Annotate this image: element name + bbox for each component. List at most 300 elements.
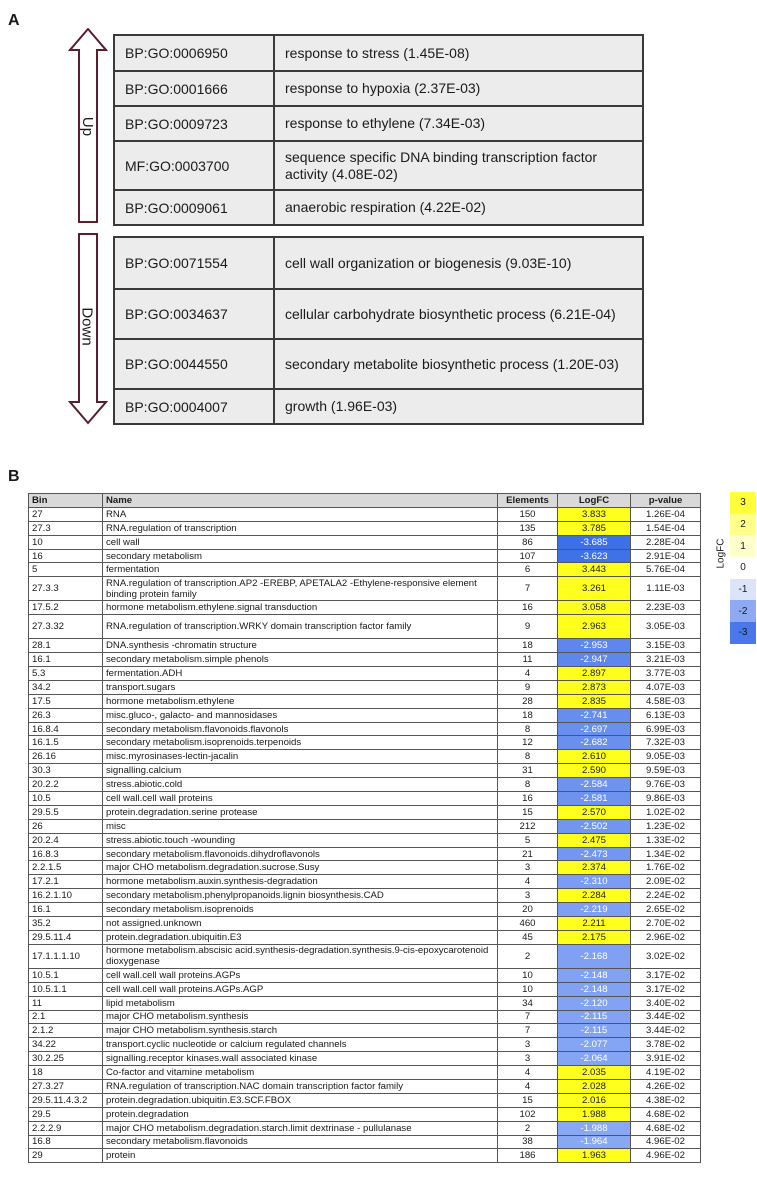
bin-cell: 5.3 [29, 667, 103, 681]
pvalue-cell: 4.38E-02 [631, 1093, 701, 1107]
name-cell: major CHO metabolism.degradation.starch.limit dextrinase - pullulanase [103, 1121, 498, 1135]
logfc-cell: -2.148 [558, 968, 631, 982]
bin-cell: 16.2.1.10 [29, 889, 103, 903]
pvalue-cell: 3.15E-03 [631, 639, 701, 653]
table-row [29, 1107, 701, 1121]
logfc-cell: -2.502 [558, 819, 631, 833]
bin-cell: 28.1 [29, 639, 103, 653]
name-cell: RNA.regulation of transcription [103, 521, 498, 535]
logfc-cell: 2.475 [558, 833, 631, 847]
pvalue-cell: 3.40E-02 [631, 996, 701, 1010]
legend-swatch: 3 [730, 492, 756, 514]
elements-cell: 5 [498, 833, 558, 847]
bin-cell: 27.3 [29, 521, 103, 535]
pvalue-cell: 1.34E-02 [631, 847, 701, 861]
table-row [29, 778, 701, 792]
logfc-cell: 2.016 [558, 1093, 631, 1107]
logfc-cell: -2.953 [558, 639, 631, 653]
bin-cell: 16.8 [29, 1135, 103, 1149]
name-cell: stress.abiotic.cold [103, 778, 498, 792]
pvalue-cell: 4.58E-03 [631, 694, 701, 708]
bin-cell: 26.3 [29, 708, 103, 722]
name-cell: secondary metabolism.simple phenols [103, 653, 498, 667]
panel-a-label: A [8, 12, 20, 29]
table-row [29, 521, 701, 535]
go-row [115, 340, 642, 390]
name-cell: secondary metabolism.isoprenoids.terpenoids [103, 736, 498, 750]
name-cell: stress.abiotic.touch -wounding [103, 833, 498, 847]
table-row [29, 861, 701, 875]
logfc-cell: -2.064 [558, 1052, 631, 1066]
table-row [29, 549, 701, 563]
bin-cell: 11 [29, 996, 103, 1010]
elements-cell: 7 [498, 577, 558, 601]
name-cell: protein.degradation.serine protease [103, 805, 498, 819]
table-row [29, 833, 701, 847]
elements-cell: 8 [498, 750, 558, 764]
elements-cell: 16 [498, 792, 558, 806]
table-row [29, 1093, 701, 1107]
elements-cell: 34 [498, 996, 558, 1010]
name-cell: misc.myrosinases-lectin-jacalin [103, 750, 498, 764]
elements-cell: 9 [498, 615, 558, 639]
bin-cell: 20.2.4 [29, 833, 103, 847]
table-row [29, 792, 701, 806]
name-cell: Co-factor and vitamine metabolism [103, 1066, 498, 1080]
header-bin: Bin [29, 494, 103, 508]
name-cell: secondary metabolism.isoprenoids [103, 903, 498, 917]
elements-cell: 4 [498, 667, 558, 681]
pvalue-cell: 3.05E-03 [631, 615, 701, 639]
elements-cell: 11 [498, 653, 558, 667]
pvalue-cell: 6.13E-03 [631, 708, 701, 722]
name-cell: signalling.calcium [103, 764, 498, 778]
logfc-cell: 1.963 [558, 1149, 631, 1163]
up-label: Up [79, 116, 97, 137]
bin-cell: 16.8.4 [29, 722, 103, 736]
bin-cell: 10.5.1.1 [29, 982, 103, 996]
logfc-cell: -3.623 [558, 549, 631, 563]
logfc-cell: -2.148 [558, 982, 631, 996]
logfc-cell: 2.963 [558, 615, 631, 639]
bin-cell: 27 [29, 507, 103, 521]
table-row [29, 563, 701, 577]
table-row [29, 1010, 701, 1024]
logfc-cell: 3.443 [558, 563, 631, 577]
bin-cell: 2.2.1.5 [29, 861, 103, 875]
header-elements: Elements [498, 494, 558, 508]
legend-swatch: -2 [730, 600, 756, 622]
pvalue-cell: 3.44E-02 [631, 1024, 701, 1038]
pvalue-cell: 9.05E-03 [631, 750, 701, 764]
elements-cell: 15 [498, 1093, 558, 1107]
elements-cell: 10 [498, 968, 558, 982]
pvalue-cell: 2.23E-03 [631, 601, 701, 615]
elements-cell: 7 [498, 1024, 558, 1038]
logfc-cell: 3.785 [558, 521, 631, 535]
table-row [29, 944, 701, 968]
pvalue-cell: 6.99E-03 [631, 722, 701, 736]
elements-cell: 28 [498, 694, 558, 708]
bin-cell: 10.5 [29, 792, 103, 806]
logfc-cell: -2.473 [558, 847, 631, 861]
table-row [29, 535, 701, 549]
logfc-cell: 2.175 [558, 930, 631, 944]
logfc-cell: -2.115 [558, 1024, 631, 1038]
pvalue-cell: 2.96E-02 [631, 930, 701, 944]
elements-cell: 3 [498, 1052, 558, 1066]
go-id: BP:GO:0044550 [115, 340, 275, 388]
bin-cell: 27.3.27 [29, 1079, 103, 1093]
logfc-cell: -2.581 [558, 792, 631, 806]
table-row [29, 577, 701, 601]
legend-swatch: -1 [730, 579, 756, 601]
name-cell: lipid metabolism [103, 996, 498, 1010]
name-cell: major CHO metabolism.synthesis [103, 1010, 498, 1024]
go-row [115, 290, 642, 340]
go-id: BP:GO:0009723 [115, 107, 275, 140]
logfc-cell: -2.077 [558, 1038, 631, 1052]
pvalue-cell: 4.26E-02 [631, 1079, 701, 1093]
legend-swatch: 1 [730, 535, 756, 557]
down-go-table [113, 236, 644, 425]
up-go-table [113, 34, 644, 226]
name-cell: protein.degradation.ubiquitin.E3 [103, 930, 498, 944]
logfc-cell: -2.115 [558, 1010, 631, 1024]
pvalue-cell: 3.77E-03 [631, 667, 701, 681]
go-row [115, 142, 642, 191]
logfc-cell: 2.028 [558, 1079, 631, 1093]
go-description: response to stress (1.45E-08) [285, 44, 470, 61]
legend-swatch: 0 [730, 557, 756, 579]
bin-cell: 16.1.5 [29, 736, 103, 750]
go-description: growth (1.96E-03) [285, 398, 398, 414]
logfc-cell: 2.873 [558, 680, 631, 694]
go-id: BP:GO:0006950 [115, 36, 275, 70]
table-row [29, 903, 701, 917]
elements-cell: 21 [498, 847, 558, 861]
table-row [29, 639, 701, 653]
table-row [29, 680, 701, 694]
elements-cell: 8 [498, 778, 558, 792]
elements-cell: 212 [498, 819, 558, 833]
name-cell: cell wall [103, 535, 498, 549]
name-cell: protein [103, 1149, 498, 1163]
table-row [29, 875, 701, 889]
pvalue-cell: 1.76E-02 [631, 861, 701, 875]
name-cell: fermentation [103, 563, 498, 577]
elements-cell: 8 [498, 722, 558, 736]
go-description: anaerobic respiration (4.22E-02) [285, 199, 486, 215]
go-description: secondary metabolite biosynthetic process (1.20E-03) [285, 355, 619, 372]
bin-cell: 20.2.2 [29, 778, 103, 792]
table-row [29, 507, 701, 521]
pvalue-cell: 3.02E-02 [631, 944, 701, 968]
elements-cell: 9 [498, 680, 558, 694]
bin-cell: 29.5 [29, 1107, 103, 1121]
bin-cell: 26 [29, 819, 103, 833]
go-id: BP:GO:0034637 [115, 290, 275, 338]
pvalue-cell: 3.44E-02 [631, 1010, 701, 1024]
name-cell: RNA [103, 507, 498, 521]
name-cell: transport.cyclic nucleotide or calcium regulated channels [103, 1038, 498, 1052]
pvalue-cell: 2.70E-02 [631, 917, 701, 931]
name-cell: cell wall.cell wall proteins [103, 792, 498, 806]
table-row [29, 601, 701, 615]
logfc-cell: -2.310 [558, 875, 631, 889]
logfc-cell: 2.897 [558, 667, 631, 681]
table-row [29, 736, 701, 750]
elements-cell: 4 [498, 875, 558, 889]
logfc-cell: -1.964 [558, 1135, 631, 1149]
name-cell: RNA.regulation of transcription.AP2 -EREBP, APETALA2 -Ethylene-responsive element binding protein family [103, 577, 498, 601]
table-row [29, 1066, 701, 1080]
elements-cell: 12 [498, 736, 558, 750]
elements-cell: 186 [498, 1149, 558, 1163]
logfc-cell: -2.168 [558, 944, 631, 968]
go-id: BP:GO:0004007 [115, 390, 275, 423]
pvalue-cell: 1.33E-02 [631, 833, 701, 847]
table-row [29, 982, 701, 996]
name-cell: secondary metabolism.flavonoids.flavonols [103, 722, 498, 736]
elements-cell: 38 [498, 1135, 558, 1149]
logfc-cell: 2.284 [558, 889, 631, 903]
elements-cell: 135 [498, 521, 558, 535]
logfc-cell: -2.120 [558, 996, 631, 1010]
logfc-cell: 2.570 [558, 805, 631, 819]
bin-cell: 5 [29, 563, 103, 577]
go-id: BP:GO:0071554 [115, 238, 275, 288]
table-row [29, 764, 701, 778]
elements-cell: 18 [498, 708, 558, 722]
bin-cell: 2.1.2 [29, 1024, 103, 1038]
elements-cell: 150 [498, 507, 558, 521]
logfc-cell: -2.947 [558, 653, 631, 667]
name-cell: transport.sugars [103, 680, 498, 694]
bin-cell: 2.1 [29, 1010, 103, 1024]
logfc-cell: 1.988 [558, 1107, 631, 1121]
elements-cell: 2 [498, 1121, 558, 1135]
name-cell: secondary metabolism.flavonoids [103, 1135, 498, 1149]
elements-cell: 6 [498, 563, 558, 577]
pvalue-cell: 4.07E-03 [631, 680, 701, 694]
name-cell: not assigned.unknown [103, 917, 498, 931]
name-cell: cell wall.cell wall proteins.AGPs [103, 968, 498, 982]
bin-cell: 17.1.1.1.10 [29, 944, 103, 968]
legend-title: LogFC [715, 538, 727, 569]
name-cell: major CHO metabolism.degradation.sucrose.Susy [103, 861, 498, 875]
pvalue-cell: 2.28E-04 [631, 535, 701, 549]
elements-cell: 2 [498, 944, 558, 968]
name-cell: protein.degradation [103, 1107, 498, 1121]
name-cell: RNA.regulation of transcription.WRKY domain transcription factor family [103, 615, 498, 639]
table-row [29, 847, 701, 861]
bin-cell: 29.5.11.4.3.2 [29, 1093, 103, 1107]
elements-cell: 3 [498, 1038, 558, 1052]
name-cell: cell wall.cell wall proteins.AGPs.AGP [103, 982, 498, 996]
table-row [29, 819, 701, 833]
bin-cell: 30.3 [29, 764, 103, 778]
logfc-cell: 2.835 [558, 694, 631, 708]
elements-cell: 31 [498, 764, 558, 778]
pvalue-cell: 4.68E-02 [631, 1121, 701, 1135]
pvalue-cell: 2.24E-02 [631, 889, 701, 903]
go-description: response to ethylene (7.34E-03) [285, 115, 486, 131]
go-row [115, 72, 642, 107]
name-cell: hormone metabolism.ethylene [103, 694, 498, 708]
header-name: Name [103, 494, 498, 508]
name-cell: secondary metabolism [103, 549, 498, 563]
legend-swatch: 2 [730, 514, 756, 536]
elements-cell: 3 [498, 889, 558, 903]
bin-cell: 35.2 [29, 917, 103, 931]
bin-cell: 10 [29, 535, 103, 549]
table-row [29, 653, 701, 667]
bin-cell: 16.8.3 [29, 847, 103, 861]
pvalue-cell: 2.65E-02 [631, 903, 701, 917]
go-id: BP:GO:0001666 [115, 72, 275, 105]
panel-b-label: B [8, 468, 20, 485]
table-row [29, 996, 701, 1010]
go-row [115, 390, 642, 423]
elements-cell: 20 [498, 903, 558, 917]
table-row [29, 968, 701, 982]
table-row [29, 1079, 701, 1093]
go-description: response to hypoxia (2.37E-03) [285, 80, 481, 96]
go-id: MF:GO:0003700 [115, 142, 275, 189]
elements-cell: 7 [498, 1010, 558, 1024]
pvalue-cell: 9.86E-03 [631, 792, 701, 806]
logfc-cell: 3.058 [558, 601, 631, 615]
logfc-cell: 2.590 [558, 764, 631, 778]
name-cell: misc [103, 819, 498, 833]
elements-cell: 18 [498, 639, 558, 653]
elements-cell: 15 [498, 805, 558, 819]
bin-cell: 29.5.11.4 [29, 930, 103, 944]
table-row [29, 1024, 701, 1038]
header-pvalue: p-value [631, 494, 701, 508]
name-cell: secondary metabolism.flavonoids.dihydroflavonols [103, 847, 498, 861]
elements-cell: 4 [498, 1066, 558, 1080]
name-cell: fermentation.ADH [103, 667, 498, 681]
bin-cell: 16.1 [29, 653, 103, 667]
elements-cell: 16 [498, 601, 558, 615]
elements-cell: 460 [498, 917, 558, 931]
name-cell: protein.degradation.ubiquitin.E3.SCF.FBOX [103, 1093, 498, 1107]
logfc-cell: 3.833 [558, 507, 631, 521]
bin-cell: 27.3.32 [29, 615, 103, 639]
pvalue-cell: 2.91E-04 [631, 549, 701, 563]
pvalue-cell: 4.68E-02 [631, 1107, 701, 1121]
go-description: cell wall organization or biogenesis (9.03E-10) [285, 254, 572, 271]
legend-swatch: -3 [730, 622, 756, 644]
pvalue-cell: 3.17E-02 [631, 968, 701, 982]
name-cell: RNA.regulation of transcription.NAC domain transcription factor family [103, 1079, 498, 1093]
name-cell: secondary metabolism.phenylpropanoids.lignin biosynthesis.CAD [103, 889, 498, 903]
table-row [29, 667, 701, 681]
pvalue-cell: 4.96E-02 [631, 1135, 701, 1149]
elements-cell: 102 [498, 1107, 558, 1121]
bin-cell: 27.3.3 [29, 577, 103, 601]
bin-cell: 30.2.25 [29, 1052, 103, 1066]
pvalue-cell: 3.17E-02 [631, 982, 701, 996]
table-row [29, 889, 701, 903]
logfc-cell: -2.219 [558, 903, 631, 917]
bin-cell: 29.5.5 [29, 805, 103, 819]
table-row [29, 930, 701, 944]
pvalue-cell: 1.54E-04 [631, 521, 701, 535]
logfc-cell: 2.211 [558, 917, 631, 931]
bin-cell: 29 [29, 1149, 103, 1163]
elements-cell: 4 [498, 1079, 558, 1093]
mapman-bin-table [28, 493, 701, 1163]
elements-cell: 3 [498, 861, 558, 875]
table-row [29, 1038, 701, 1052]
name-cell: hormone metabolism.abscisic acid.synthesis-degradation.synthesis.9-cis-epoxycarotenoid dioxygenase [103, 944, 498, 968]
elements-cell: 10 [498, 982, 558, 996]
table-row [29, 615, 701, 639]
bin-cell: 16.1 [29, 903, 103, 917]
pvalue-cell: 1.26E-04 [631, 507, 701, 521]
name-cell: signalling.receptor kinases.wall associated kinase [103, 1052, 498, 1066]
bin-cell: 34.22 [29, 1038, 103, 1052]
logfc-legend [730, 492, 756, 644]
go-id: BP:GO:0009061 [115, 191, 275, 224]
bin-cell: 10.5.1 [29, 968, 103, 982]
go-row [115, 107, 642, 142]
table-row [29, 805, 701, 819]
go-row [115, 36, 642, 72]
elements-cell: 107 [498, 549, 558, 563]
table-row [29, 750, 701, 764]
go-description: sequence specific DNA binding transcription factor activity (4.08E-02) [285, 148, 598, 182]
pvalue-cell: 4.19E-02 [631, 1066, 701, 1080]
bin-cell: 17.5.2 [29, 601, 103, 615]
logfc-cell: -2.682 [558, 736, 631, 750]
pvalue-cell: 9.59E-03 [631, 764, 701, 778]
table-row [29, 1121, 701, 1135]
pvalue-cell: 3.21E-03 [631, 653, 701, 667]
bin-cell: 16 [29, 549, 103, 563]
bin-cell: 18 [29, 1066, 103, 1080]
pvalue-cell: 1.23E-02 [631, 819, 701, 833]
name-cell: DNA.synthesis -chromatin structure [103, 639, 498, 653]
bin-cell: 34.2 [29, 680, 103, 694]
pvalue-cell: 2.09E-02 [631, 875, 701, 889]
elements-cell: 86 [498, 535, 558, 549]
logfc-cell: -1.988 [558, 1121, 631, 1135]
table-row [29, 1135, 701, 1149]
bin-cell: 2.2.2.9 [29, 1121, 103, 1135]
pvalue-cell: 4.96E-02 [631, 1149, 701, 1163]
go-row [115, 191, 642, 224]
table-row [29, 694, 701, 708]
table-row [29, 917, 701, 931]
pvalue-cell: 9.76E-03 [631, 778, 701, 792]
logfc-cell: -3.685 [558, 535, 631, 549]
table-row [29, 708, 701, 722]
pvalue-cell: 3.78E-02 [631, 1038, 701, 1052]
table-row [29, 1052, 701, 1066]
logfc-cell: 2.610 [558, 750, 631, 764]
logfc-cell: -2.584 [558, 778, 631, 792]
bin-cell: 17.2.1 [29, 875, 103, 889]
logfc-cell: 2.035 [558, 1066, 631, 1080]
logfc-cell: 2.374 [558, 861, 631, 875]
down-label: Down [78, 307, 96, 346]
pvalue-cell: 5.76E-04 [631, 563, 701, 577]
header-logfc: LogFC [558, 494, 631, 508]
